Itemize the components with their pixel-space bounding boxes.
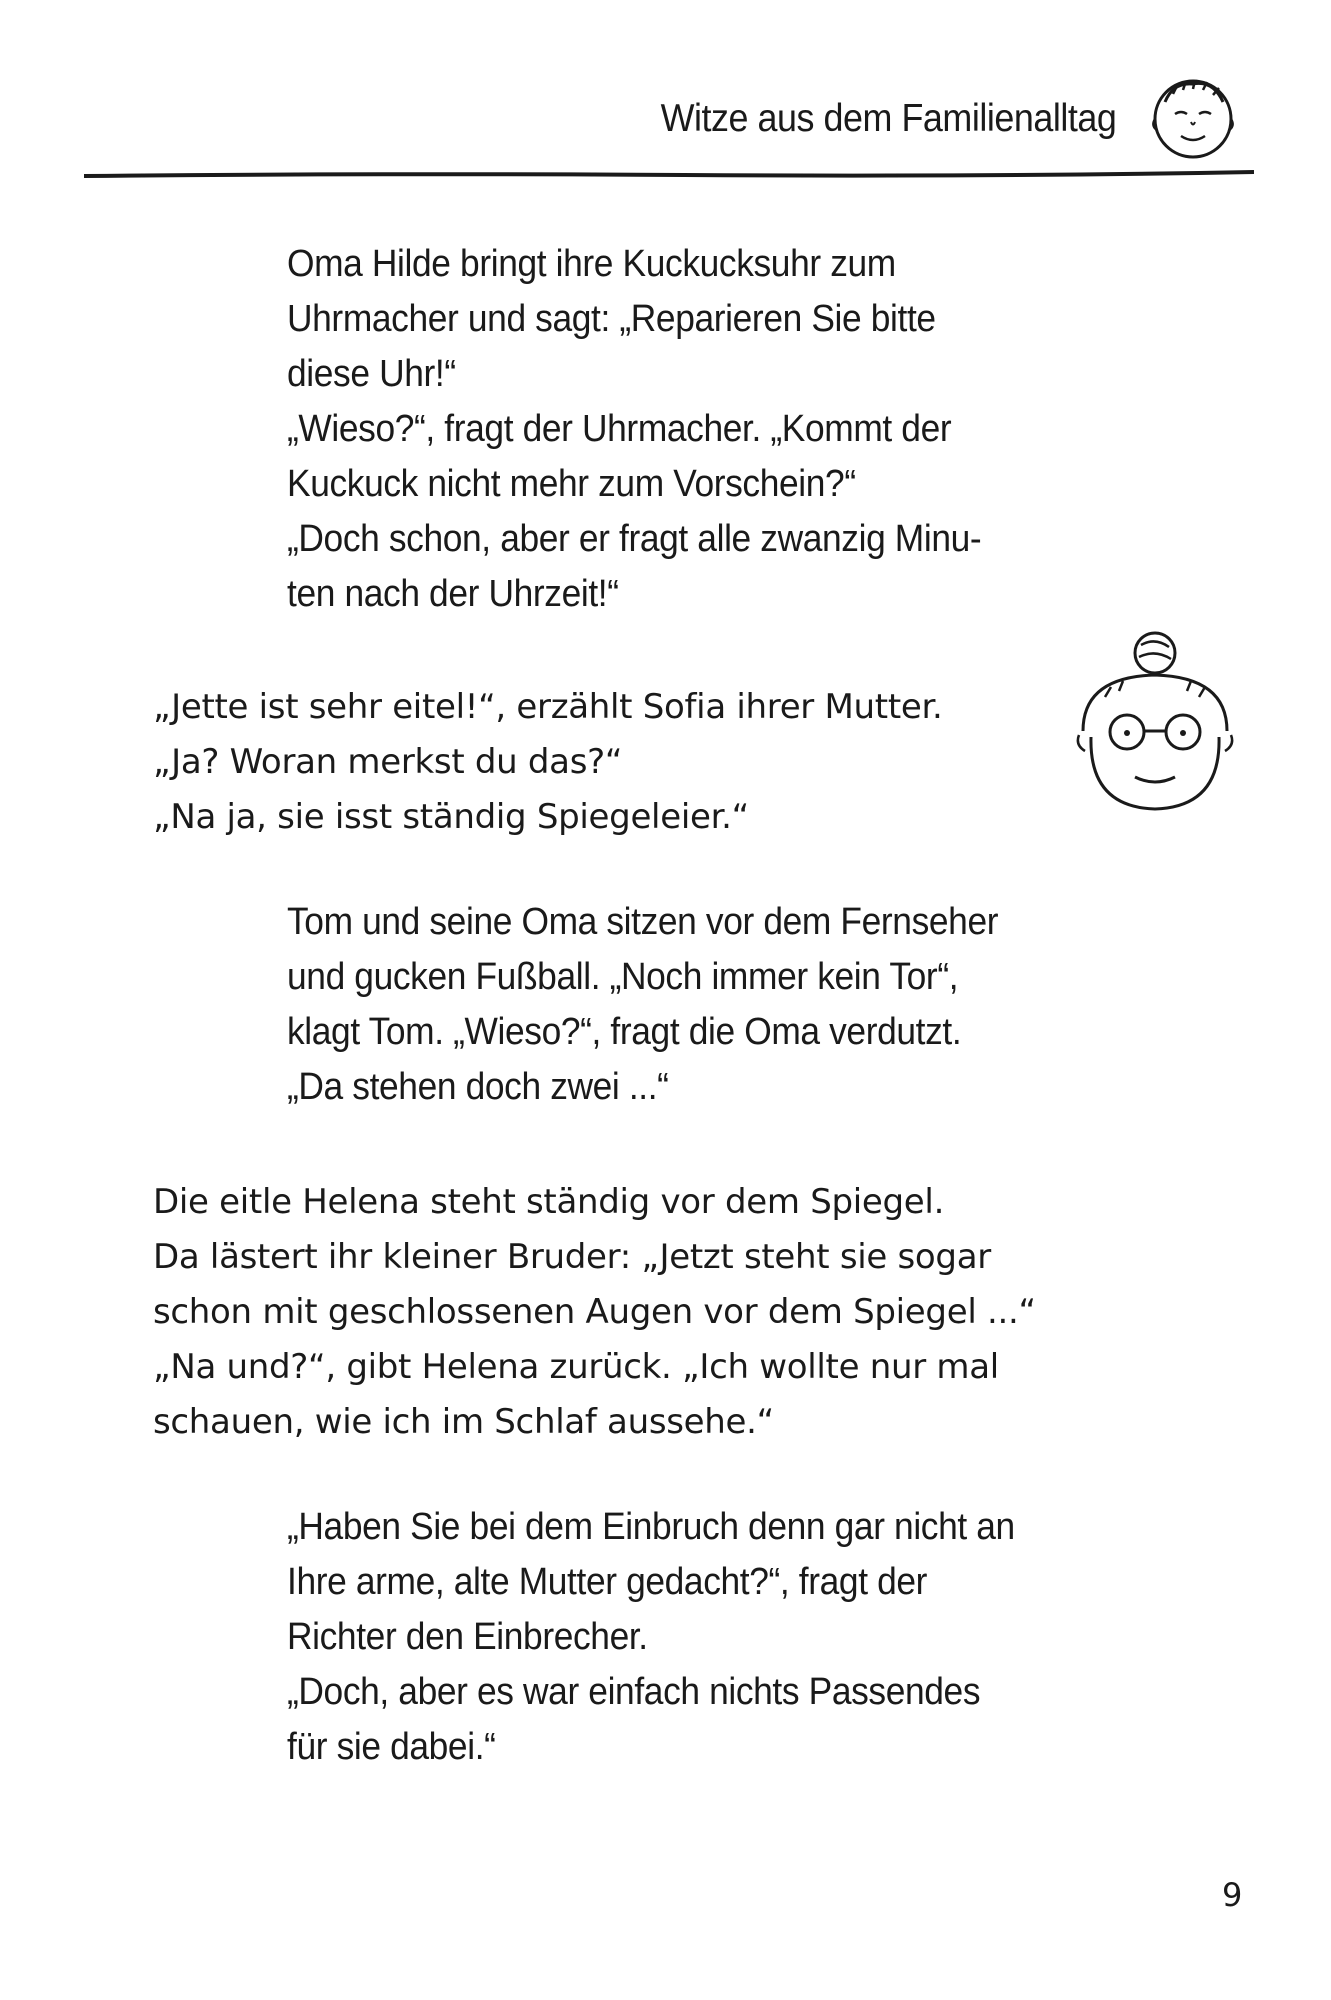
boy-face-icon xyxy=(1143,64,1243,164)
joke-line: klagt Tom. „Wieso?“, fragt die Oma verdutzt. xyxy=(287,1011,962,1053)
joke-line: „Na ja, sie isst ständig Spiegeleier.“ xyxy=(153,797,749,837)
joke-spiegel xyxy=(153,1175,1103,1450)
joke-line: für sie dabei.“ xyxy=(287,1726,496,1768)
joke-line: „Jette ist sehr eitel!“, erzählt Sofia ihrer Mutter. xyxy=(153,687,943,727)
page-header-title: Witze aus dem Familienalltag xyxy=(660,97,1116,140)
joke-line: „Ja? Woran merkst du das?“ xyxy=(153,742,623,782)
joke-line: ten nach der Uhrzeit!“ xyxy=(287,573,619,615)
joke-line: Ihre arme, alte Mutter gedacht?“, fragt der xyxy=(287,1561,928,1603)
joke-line: „Doch, aber es war einfach nichts Passendes xyxy=(287,1671,981,1713)
joke-line: „Na und?“, gibt Helena zurück. „Ich wollte nur mal xyxy=(153,1347,999,1387)
joke-line: Uhrmacher und sagt: „Reparieren Sie bitte xyxy=(287,298,936,340)
joke-line: Richter den Einbrecher. xyxy=(287,1616,648,1658)
joke-line: „Wieso?“, fragt der Uhrmacher. „Kommt der xyxy=(287,408,952,450)
header-divider xyxy=(84,168,1254,182)
joke-line: „Doch schon, aber er fragt alle zwanzig Minu- xyxy=(287,518,982,560)
page-number: 9 xyxy=(1222,1876,1243,1914)
joke-fussball xyxy=(287,895,1068,1115)
joke-line: und gucken Fußball. „Noch immer kein Tor“, xyxy=(287,956,959,998)
joke-spiegeleier xyxy=(153,680,1103,845)
joke-line: Oma Hilde bringt ihre Kuckucksuhr zum xyxy=(287,243,896,285)
joke-einbruch xyxy=(287,1500,1068,1775)
joke-line: schauen, wie ich im Schlaf aussehe.“ xyxy=(153,1402,774,1442)
joke-kuckucksuhr xyxy=(287,237,1068,622)
joke-line: diese Uhr!“ xyxy=(287,353,456,395)
joke-line: Kuckuck nicht mehr zum Vorschein?“ xyxy=(287,463,856,505)
joke-line: Tom und seine Oma sitzen vor dem Fernseher xyxy=(287,901,999,943)
joke-line: Da lästert ihr kleiner Bruder: „Jetzt steht sie sogar xyxy=(153,1237,991,1277)
joke-line: Die eitle Helena steht ständig vor dem Spiegel. xyxy=(153,1182,945,1222)
joke-line: „Da stehen doch zwei ...“ xyxy=(287,1066,669,1108)
joke-line: schon mit geschlossenen Augen vor dem Spiegel ...“ xyxy=(153,1292,1036,1332)
joke-line: „Haben Sie bei dem Einbruch denn gar nicht an xyxy=(287,1506,1015,1548)
